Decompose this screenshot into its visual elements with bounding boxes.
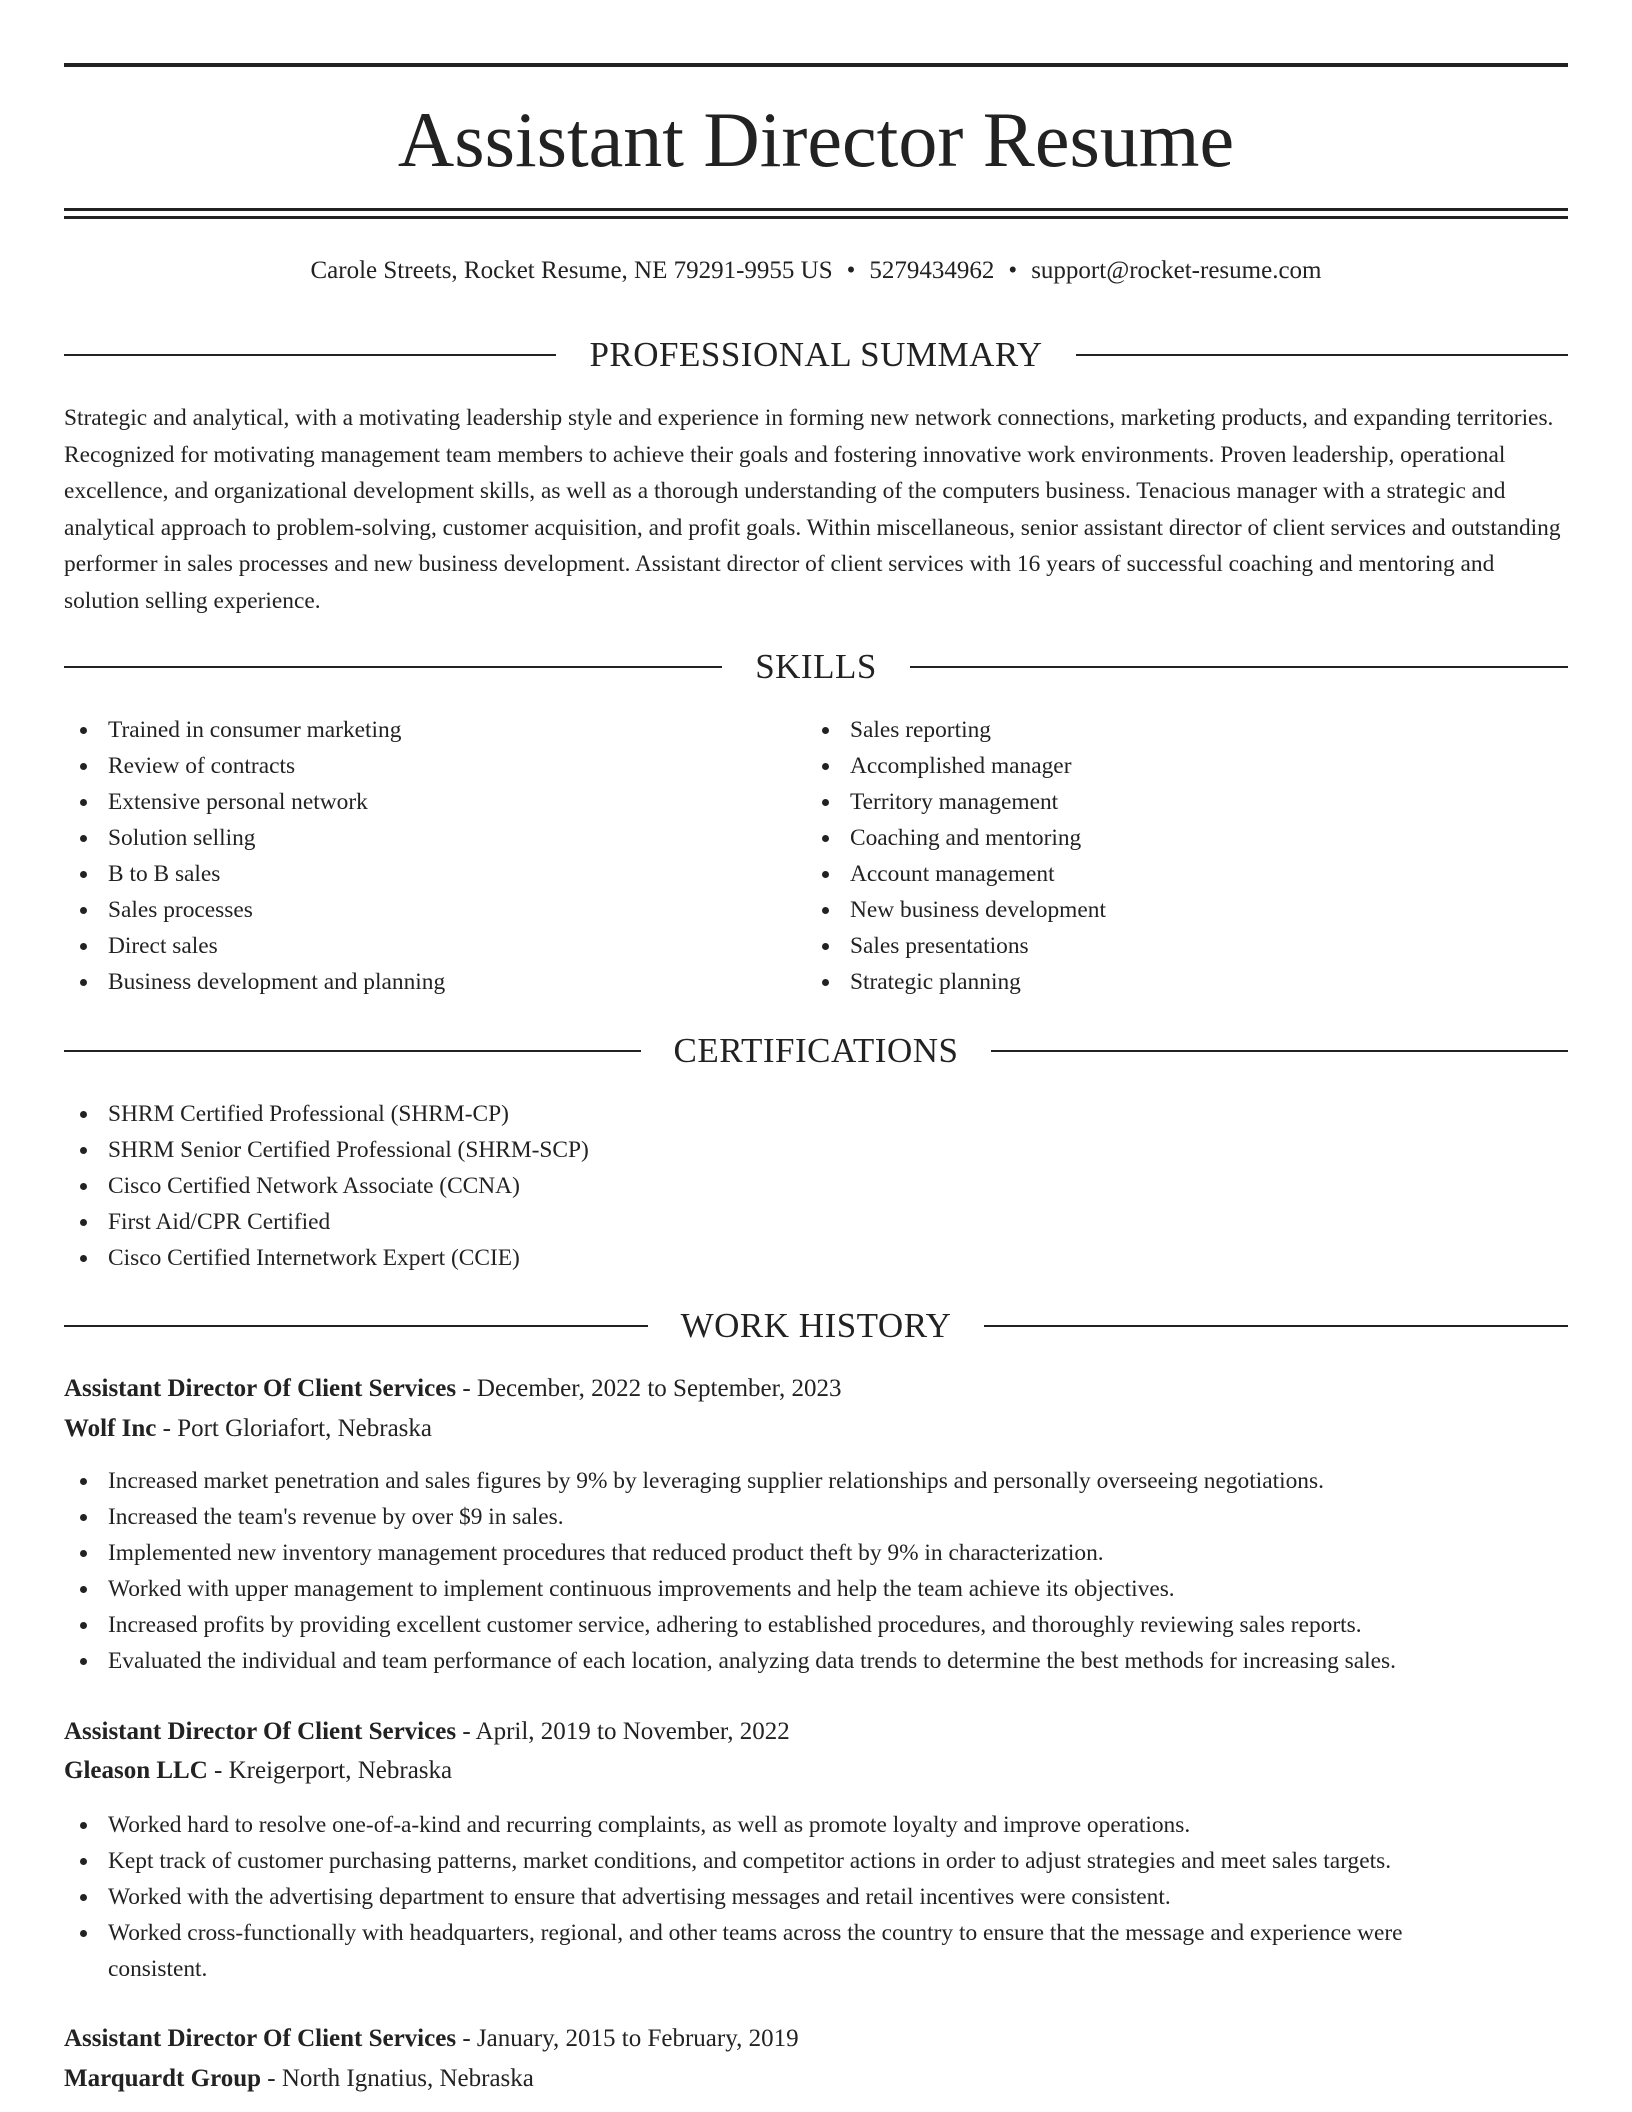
job-dates: - December, 2022 to September, 2023 [456,1375,842,1402]
job-title-line [64,1714,1568,1750]
contact-phone: 5279434962 [869,257,995,284]
page-title: Assistant Director Resume [397,96,1235,183]
job-bullet: Worked with upper management to implement continuous improvements and help the team achieve its objectives. [64,1571,1568,1607]
skill-item: Strategic planning [806,964,1506,1000]
certifications-list [64,1096,1464,1276]
heading-rule [984,1325,1568,1327]
job-title-line [64,2021,1568,2057]
title-rule-lower [64,216,1568,219]
job-bullet: Evaluated the individual and team performance of each location, analyzing data trends to determine the best methods for increasing sales. [64,1643,1568,1679]
job-company-line [64,1411,1568,1447]
job-bullet: Increased profits by providing excellent customer service, adhering to established procedures, and thoroughly reviewing sales reports. [64,1607,1568,1643]
job-bullets [64,1463,1568,1679]
section-title-certifications: CERTIFICATIONS [673,1031,959,1070]
certification-item: First Aid/CPR Certified [64,1204,1464,1240]
skill-item: Sales processes [64,892,764,928]
job-location: - Port Gloriafort, Nebraska [156,1415,432,1442]
section-heading-certifications [64,1029,1568,1073]
title-rule-upper [64,208,1568,211]
job-company: Gleason LLC [64,1757,208,1784]
skill-item: Sales presentations [806,928,1506,964]
job-title: Assistant Director Of Client Services [64,1375,457,1402]
job-location: - Kreigerport, Nebraska [207,1757,453,1784]
certification-item: SHRM Senior Certified Professional (SHRM-SCP) [64,1132,1464,1168]
section-title-skills: SKILLS [755,647,877,686]
certification-item: Cisco Certified Network Associate (CCNA) [64,1168,1464,1204]
heading-rule [910,666,1568,668]
summary-paragraph: Strategic and analytical, with a motivating leadership style and experience in forming new network connections, marketing products, and expanding territories. Recognized for motivating management team members to achieve their goals and fostering innovative work environments. Proven leadership, operational excellence, and organizational development skills, as well as a thorough understanding of the computers business. Tenacious manager with a strategic and analytical approach to problem-solving, customer acquisition, and profit goals. Within miscellaneous, senior assistant director of client services and outstanding performer in sales processes and new business development. Assistant director of client services with 16 years of successful coaching and mentoring and solution selling experience. [64,405,1561,614]
skill-item: Accomplished manager [806,748,1506,784]
job-bullet: Kept track of customer purchasing patterns, market conditions, and competitor actions in order to adjust strategies and meet sales targets. [64,1843,1504,1879]
skill-item: Sales reporting [806,712,1506,748]
heading-rule [64,666,722,668]
job-company: Marquardt Group [64,2065,262,2092]
contact-separator: • [1008,257,1018,284]
top-rule [64,63,1568,67]
contact-email: support@rocket-resume.com [1031,257,1322,284]
skill-item: Extensive personal network [64,784,764,820]
job-bullets [64,1807,1504,1987]
job-bullet: Worked with the advertising department to ensure that advertising messages and retail incentives were consistent. [64,1879,1504,1915]
skills-list-left [64,712,764,1000]
contact-address: Carole Streets, Rocket Resume, NE 79291-9955 US [310,257,833,284]
section-title-work-history: WORK HISTORY [680,1306,952,1345]
job-company-line [64,2061,1568,2097]
skill-item: New business development [806,892,1506,928]
skill-item: Territory management [806,784,1506,820]
job-title: Assistant Director Of Client Services [64,2025,457,2052]
skill-item: Coaching and mentoring [806,820,1506,856]
section-heading-summary [64,333,1568,377]
job-bullet: Increased market penetration and sales figures by 9% by leveraging supplier relationships and personally overseeing negotiations. [64,1463,1568,1499]
heading-rule [64,354,556,356]
job-bullet: Worked hard to resolve one-of-a-kind and recurring complaints, as well as promote loyalty and improve operations. [64,1807,1504,1843]
skill-item: Business development and planning [64,964,764,1000]
contact-line [64,255,1568,287]
skill-item: B to B sales [64,856,764,892]
job-bullet: Implemented new inventory management procedures that reduced product theft by 9% in characterization. [64,1535,1568,1571]
heading-rule [64,1325,648,1327]
contact-separator: • [846,257,856,284]
section-title-summary: PROFESSIONAL SUMMARY [589,335,1043,374]
skill-item: Account management [806,856,1506,892]
job-dates: - January, 2015 to February, 2019 [456,2025,799,2052]
job-title: Assistant Director Of Client Services [64,1718,457,1745]
section-heading-skills [64,645,1568,689]
skill-item: Solution selling [64,820,764,856]
job-bullet: Increased the team's revenue by over $9 in sales. [64,1499,1568,1535]
job-bullet: Worked cross-functionally with headquarters, regional, and other teams across the country to ensure that the message and experience were consistent. [64,1915,1504,1987]
job-title-line [64,1371,1568,1407]
skill-item: Direct sales [64,928,764,964]
job-company: Wolf Inc [64,1415,157,1442]
job-dates: - April, 2019 to November, 2022 [456,1718,790,1745]
skills-list-right [806,712,1506,1000]
job-company-line [64,1753,1568,1789]
skill-item: Review of contracts [64,748,764,784]
certification-item: SHRM Certified Professional (SHRM-CP) [64,1096,1464,1132]
job-location: - North Ignatius, Nebraska [261,2065,534,2092]
heading-rule [1076,354,1568,356]
skill-item: Trained in consumer marketing [64,712,764,748]
heading-rule [991,1050,1568,1052]
section-heading-work-history [64,1304,1568,1348]
heading-rule [64,1050,641,1052]
certification-item: Cisco Certified Internetwork Expert (CCIE) [64,1240,1464,1276]
